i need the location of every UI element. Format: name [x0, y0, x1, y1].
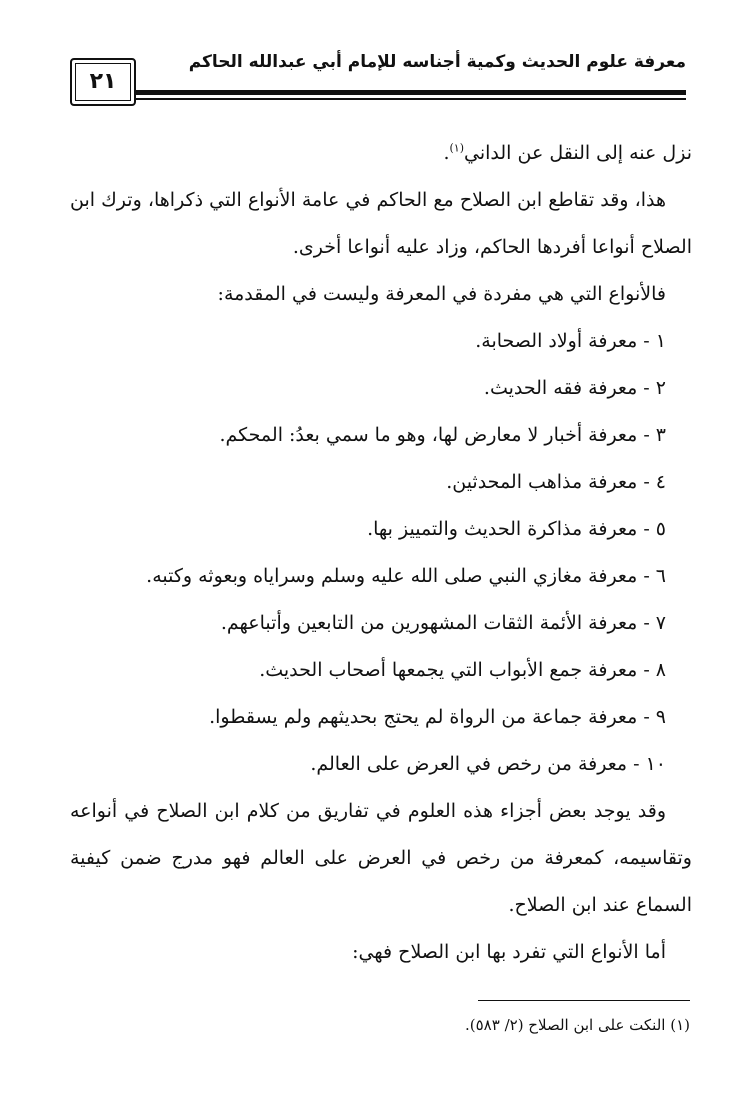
list-item: ٣ - معرفة أخبار لا معارض لها، وهو ما سمي بعدُ: المحكم.	[219, 424, 666, 446]
list-item: ١٠ - معرفة من رخص في العرض على العالم.	[310, 753, 666, 775]
paragraph-4: وقد يوجد بعض أجزاء هذه العلوم في تفاريق من كلام ابن الصلاح في أنواعه وتقاسيمه، كمعرفة من رخص في العرض على العالم فهو مدرج ضمن كيفية السماع عند ابن الصلاح.	[70, 800, 692, 916]
list-item: ٢ - معرفة فقه الحديث.	[483, 377, 666, 399]
paragraph-1-text: نزل عنه إلى النقل عن الداني	[464, 142, 692, 164]
page-number: ٢١	[89, 69, 117, 94]
list-item: ٧ - معرفة الأئمة الثقات المشهورين من التابعين وأتباعهم.	[220, 612, 666, 634]
footnote-separator	[478, 1000, 690, 1001]
header-rule-thick	[136, 90, 686, 95]
paragraph-3: فالأنواع التي هي مفردة في المعرفة وليست في المقدمة:	[217, 283, 666, 305]
page-number-frame	[70, 58, 136, 106]
list-item: ١ - معرفة أولاد الصحابة.	[475, 330, 666, 352]
paragraph-1-end: .	[443, 142, 450, 164]
list-item: ٩ - معرفة جماعة من الرواة لم يحتج بحديثهم ولم يسقطوا.	[209, 706, 666, 728]
paragraph-5: أما الأنواع التي تفرد بها ابن الصلاح فهي:	[352, 941, 666, 963]
paragraph-2: هذا، وقد تقاطع ابن الصلاح مع الحاكم في عامة الأنواع التي ذكراها، وترك ابن الصلاح أنواعا أفردها الحاكم، وزاد عليه أنواعا أخرى.	[70, 189, 692, 258]
footnote-reference: (١)	[449, 141, 465, 155]
paragraph-1	[70, 130, 692, 177]
footnote: (١) النكت على ابن الصلاح (٢/ ٥٨٣).	[465, 1016, 690, 1034]
list-item: ٤ - معرفة مذاهب المحدثين.	[446, 471, 666, 493]
header-rule-thin	[136, 98, 686, 100]
running-title: معرفة علوم الحديث وكمية أجناسه للإمام أبي عبدالله الحاكم	[188, 52, 686, 72]
main-text	[70, 130, 692, 976]
list-item: ٦ - معرفة مغازي النبي صلى الله عليه وسلم وسراياه وبعوثه وكتبه.	[146, 565, 666, 587]
list-item: ٨ - معرفة جمع الأبواب التي يجمعها أصحاب الحديث.	[259, 659, 666, 681]
list-item: ٥ - معرفة مذاكرة الحديث والتمييز بها.	[367, 518, 666, 540]
page-header	[66, 50, 686, 110]
